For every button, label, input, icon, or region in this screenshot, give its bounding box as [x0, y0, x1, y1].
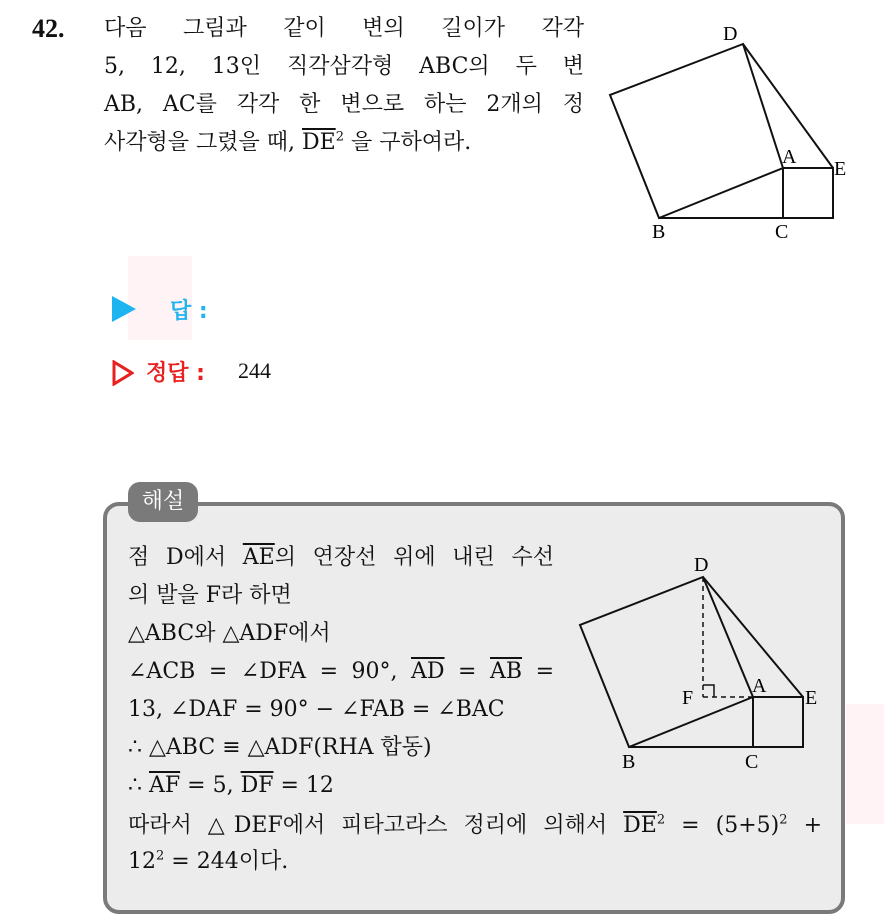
solution-line-7-mid: = 5,	[180, 773, 241, 798]
segment-de: $\overline{DE}$	[302, 130, 336, 155]
problem-line-1: 다음 그림과 같이 변의 길이가 각각	[104, 16, 584, 41]
solution-line-9-end: = 244이다.	[164, 849, 289, 874]
solution-tag: 해설	[128, 482, 198, 522]
exponent: 2	[656, 812, 666, 828]
problem-line-4-text: 사각형을 그렸을 때,	[104, 130, 302, 155]
exponent: 2	[779, 812, 788, 828]
square-on-ac	[753, 697, 803, 747]
solution-line-6: ∴ △ABC ≡ △ADF(RHA 합동)	[128, 735, 432, 760]
solution-line-8-text: 따라서 △DEF에서 피타고라스 정리에 의해서	[128, 813, 624, 838]
correct-answer-label: 정답 :	[146, 361, 205, 386]
square-on-ab	[580, 577, 753, 747]
therefore: ∴	[128, 773, 149, 798]
label-b: B	[622, 751, 636, 773]
label-e: E	[834, 158, 847, 180]
solution-line-2: 의 발을 F라 하면	[128, 583, 292, 608]
label-c: C	[775, 221, 789, 243]
solution-line-1-end: 의 연장선 위에 내린 수선	[274, 545, 554, 570]
problem-line-4-end: 을 구하여라.	[343, 130, 472, 155]
solution-line-4-text: ∠ACB = ∠DFA = 90°,	[128, 659, 412, 684]
segment-de: $\overline{DE}$	[623, 813, 657, 838]
solution-line-8-mid: = (5+5)	[665, 813, 780, 838]
correct-answer-value: 244	[238, 358, 271, 383]
label-a: A	[782, 146, 797, 168]
equals: =	[522, 659, 554, 684]
solution-line-9-text: 12	[128, 849, 156, 874]
problem-number: 42.	[32, 14, 65, 43]
segment-af: $\overline{AF}$	[149, 773, 181, 798]
equals: =	[444, 659, 490, 684]
solution-line-5: 13, ∠DAF = 90° − ∠FAB = ∠BAC	[128, 697, 505, 722]
answer-label: 답 :	[170, 299, 208, 324]
problem-line-3: AB, AC를 각각 한 변으로 하는 2개의 정	[104, 92, 584, 117]
label-e: E	[805, 687, 818, 709]
label-a: A	[752, 675, 767, 697]
problem-line-2: 5, 12, 13인 직각삼각형 ABC의 두 변	[104, 54, 584, 79]
right-angle-mark	[703, 685, 714, 697]
exponent: 2	[335, 129, 344, 145]
solution-line-7-end: = 12	[273, 773, 334, 798]
label-c: C	[745, 751, 759, 773]
segment-df: $\overline{DF}$	[240, 773, 274, 798]
solution-line-3: △ABC와 △ADF에서	[128, 621, 331, 646]
segment-ae: $\overline{AE}$	[242, 545, 275, 570]
segment-ab: $\overline{AB}$	[490, 659, 523, 684]
exponent: 2	[156, 848, 165, 864]
segment-ad: $\overline{AD}$	[411, 659, 445, 684]
label-d: D	[694, 554, 709, 576]
solution-line-8-end: +	[787, 813, 823, 838]
label-d: D	[723, 23, 738, 45]
solution-line-1-text: 점 D에서	[128, 545, 243, 570]
label-b: B	[652, 221, 666, 243]
label-f: F	[682, 687, 694, 709]
